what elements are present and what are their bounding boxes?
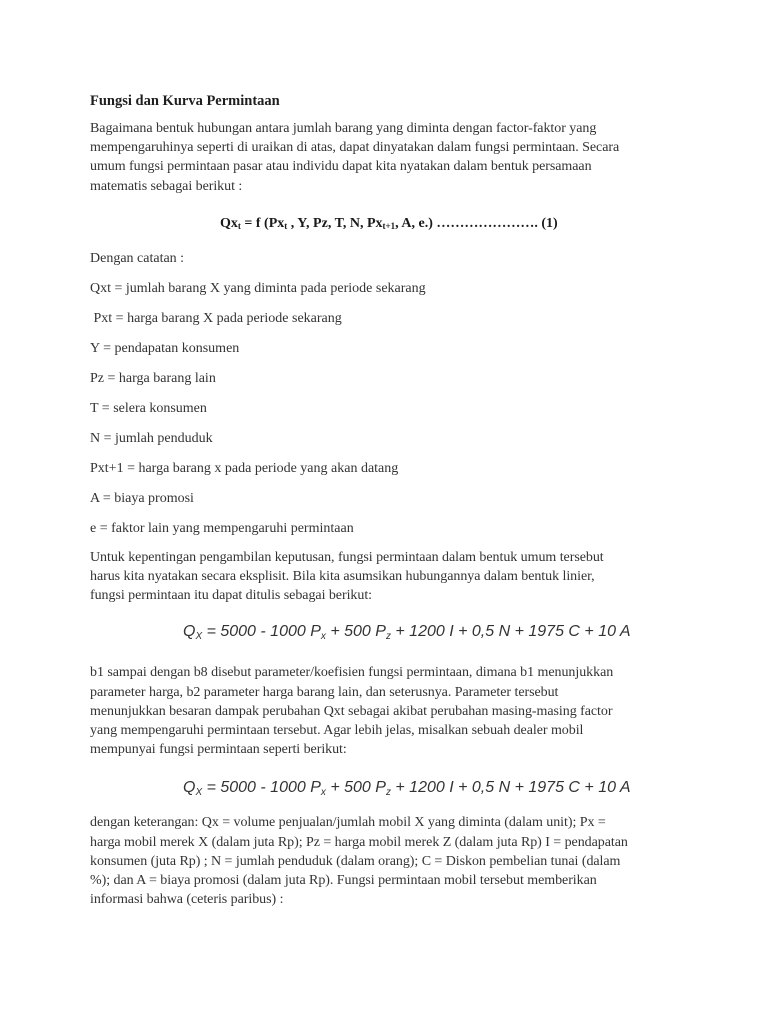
eq2-q: Q <box>183 623 196 641</box>
notes-heading: Dengan catatan : <box>90 250 185 266</box>
note-item: Pxt = harga barang X pada periode sekarang <box>90 310 342 326</box>
document-title: Fungsi dan Kurva Permintaan <box>90 93 280 109</box>
note-item: Qxt = jumlah barang X yang diminta pada periode sekarang <box>90 280 426 296</box>
para3-line: mempunyai fungsi permintaan seperti berikut: <box>90 742 347 758</box>
note-item: Y = pendapatan konsumen <box>90 340 240 356</box>
para2-line: Untuk kepentingan pengambilan keputusan, fungsi permintaan dalam bentuk umum tersebut <box>90 549 604 565</box>
para2-line: harus kita nyatakan secara eksplisit. Bila kita asumsikan hubungannya dalam bentuk linier, <box>90 569 595 585</box>
note-item: Pz = harga barang lain <box>90 370 216 386</box>
linear-demand-equation <box>90 621 680 643</box>
parameter-paragraph <box>90 663 680 759</box>
eq2-sub: z <box>385 631 391 643</box>
eq2-part: + 1200 I + 0,5 N + 1975 C + 10 A <box>390 779 631 797</box>
eq2-sub: X <box>195 787 203 799</box>
explanation-paragraph <box>90 813 680 909</box>
car-demand-equation <box>90 777 680 799</box>
eq2-part: = 5000 - 1000 P <box>202 779 321 797</box>
para4-line: harga mobil merek X (dalam juta Rp); Pz = harga mobil merek Z (dalam juta Rp) I = pendapatan <box>90 834 628 850</box>
note-item: Pxt+1 = harga barang x pada periode yang akan datang <box>90 460 399 476</box>
eq2-part: = 5000 - 1000 P <box>202 623 321 641</box>
para3-line: yang mempengaruhi permintaan tersebut. Agar lebih jelas, misalkan sebuah dealer mobil <box>90 723 584 739</box>
demand-function-equation <box>90 213 680 239</box>
eq2-part: + 1200 I + 0,5 N + 1975 C + 10 A <box>390 623 631 641</box>
eq2-sub: x <box>320 631 326 643</box>
para2-line: fungsi permintaan itu dapat ditulis sebagai berikut: <box>90 588 373 604</box>
eq1-sub: t+1 <box>382 220 396 231</box>
eq2-sub: z <box>385 787 391 799</box>
para3-line: parameter harga, b2 parameter harga barang lain, dan seterusnya. Parameter tersebut <box>90 684 559 700</box>
intro-line: Bagaimana bentuk hubungan antara jumlah barang yang diminta dengan factor-faktor yang <box>90 121 597 136</box>
eq2-sub: X <box>195 631 203 643</box>
note-item: A = biaya promosi <box>90 490 194 506</box>
explicit-function-paragraph <box>90 548 680 606</box>
eq1-sub: t <box>284 220 288 231</box>
para4-line: informasi bahwa (ceteris paribus) : <box>90 892 284 908</box>
eq2-part: + 500 P <box>325 623 386 641</box>
eq1-part: , Y, Pz, T, N, Px <box>287 215 383 231</box>
eq2-sub: x <box>320 787 326 799</box>
intro-line: umum fungsi permintaan pasar atau individu dapat kita nyatakan dalam bentuk persamaan <box>90 159 592 175</box>
para3-line: menunjukkan besaran dampak perubahan Qxt sebagai akibat perubahan masing-masing factor <box>90 703 613 719</box>
note-item: e = faktor lain yang mempengaruhi permintaan <box>90 520 354 536</box>
intro-paragraph <box>90 119 680 196</box>
note-item: T = selera konsumen <box>90 400 207 416</box>
note-item: N = jumlah penduduk <box>90 430 213 446</box>
eq2-part: + 500 P <box>325 779 386 797</box>
para4-line: %); dan A = biaya promosi (dalam juta Rp). Fungsi permintaan mobil tersebut memberikan <box>90 873 597 889</box>
intro-line: matematis sebagai berikut : <box>90 178 243 194</box>
para3-line: b1 sampai dengan b8 disebut parameter/koefisien fungsi permintaan, dimana b1 menunjukkan <box>90 665 614 681</box>
eq1-part: = f (Px <box>240 215 285 231</box>
eq1-lhs-sub: t <box>237 220 241 231</box>
eq1-part: , A, e.) …………………. (1) <box>395 215 558 231</box>
eq1-lhs: Qx <box>220 215 238 231</box>
para4-line: dengan keterangan: Qx = volume penjualan/jumlah mobil X yang diminta (dalam unit); Px = <box>90 815 606 831</box>
para4-line: konsumen (juta Rp) ; N = jumlah penduduk (dalam orang); C = Diskon pembelian tunai (dalam <box>90 853 621 869</box>
eq2-q: Q <box>183 779 196 797</box>
document-page <box>90 92 680 909</box>
intro-line: mempengaruhinya seperti di uraikan di atas, dapat dinyatakan dalam fungsi permintaan. Secara <box>90 140 620 156</box>
